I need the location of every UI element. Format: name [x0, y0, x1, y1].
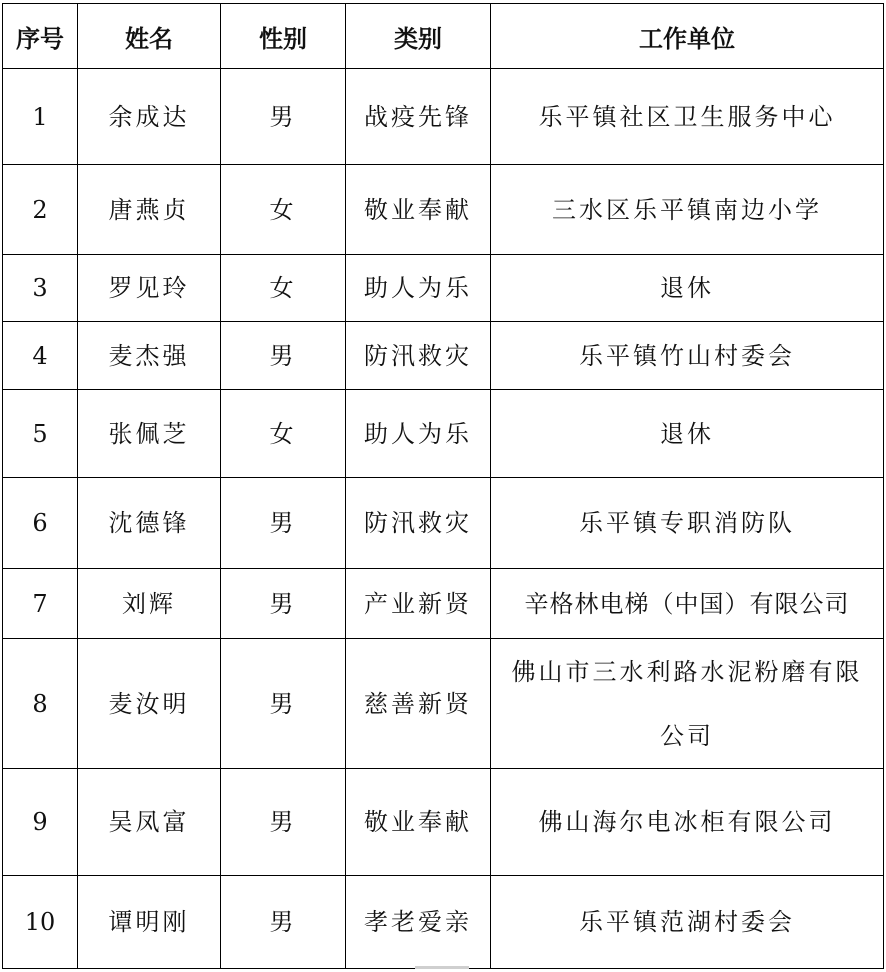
cell-gender: 男 — [221, 69, 346, 165]
cell-gender: 男 — [221, 569, 346, 639]
cell-gender: 男 — [221, 876, 346, 969]
cell-category: 助人为乐 — [346, 390, 491, 478]
table-header-row — [3, 4, 884, 69]
cell-index: 1 — [3, 69, 78, 165]
cell-name: 麦杰强 — [78, 322, 221, 390]
cell-work-unit: 佛山市三水利路水泥粉磨有限公司 — [491, 639, 884, 769]
table-row — [3, 639, 884, 769]
cell-index: 3 — [3, 255, 78, 322]
cell-index: 5 — [3, 390, 78, 478]
cell-index: 2 — [3, 165, 78, 255]
cell-category: 敬业奉献 — [346, 165, 491, 255]
cell-gender: 女 — [221, 255, 346, 322]
cell-work-unit: 退休 — [491, 255, 884, 322]
header-category: 类别 — [346, 4, 491, 69]
cell-category: 敬业奉献 — [346, 769, 491, 876]
cell-category: 战疫先锋 — [346, 69, 491, 165]
cell-gender: 女 — [221, 390, 346, 478]
cell-gender: 男 — [221, 769, 346, 876]
cell-gender: 男 — [221, 322, 346, 390]
cell-name: 吴凤富 — [78, 769, 221, 876]
cell-index: 4 — [3, 322, 78, 390]
cell-gender: 男 — [221, 478, 346, 569]
cell-category: 助人为乐 — [346, 255, 491, 322]
cell-category: 孝老爱亲 — [346, 876, 491, 969]
cell-gender: 男 — [221, 639, 346, 769]
header-name: 姓名 — [78, 4, 221, 69]
cell-work-unit: 乐平镇社区卫生服务中心 — [491, 69, 884, 165]
cell-index: 7 — [3, 569, 78, 639]
cell-work-unit: 乐平镇专职消防队 — [491, 478, 884, 569]
honor-list-table — [2, 3, 884, 969]
header-gender: 性别 — [221, 4, 346, 69]
cell-name: 罗见玲 — [78, 255, 221, 322]
header-work-unit: 工作单位 — [491, 4, 884, 69]
header-index: 序号 — [3, 4, 78, 69]
cell-name: 张佩芝 — [78, 390, 221, 478]
cell-work-unit: 辛格林电梯（中国）有限公司 — [491, 569, 884, 639]
cell-category: 产业新贤 — [346, 569, 491, 639]
table-row — [3, 165, 884, 255]
cell-category: 慈善新贤 — [346, 639, 491, 769]
cell-name: 唐燕贞 — [78, 165, 221, 255]
table-row — [3, 322, 884, 390]
cell-index: 6 — [3, 478, 78, 569]
cell-work-unit: 乐平镇竹山村委会 — [491, 322, 884, 390]
table-row — [3, 478, 884, 569]
cell-name: 沈德锋 — [78, 478, 221, 569]
cell-work-unit: 乐平镇范湖村委会 — [491, 876, 884, 969]
cell-index: 8 — [3, 639, 78, 769]
table-row — [3, 69, 884, 165]
cell-name: 刘辉 — [78, 569, 221, 639]
cell-work-unit: 三水区乐平镇南边小学 — [491, 165, 884, 255]
cell-index: 9 — [3, 769, 78, 876]
table-row — [3, 876, 884, 969]
cell-name: 麦汝明 — [78, 639, 221, 769]
cell-name: 谭明刚 — [78, 876, 221, 969]
page-edge-mark — [415, 966, 469, 969]
cell-index: 10 — [3, 876, 78, 969]
table-row — [3, 569, 884, 639]
table-row — [3, 255, 884, 322]
cell-category: 防汛救灾 — [346, 478, 491, 569]
table-row — [3, 390, 884, 478]
cell-gender: 女 — [221, 165, 346, 255]
table-row — [3, 769, 884, 876]
cell-name: 余成达 — [78, 69, 221, 165]
cell-category: 防汛救灾 — [346, 322, 491, 390]
cell-work-unit: 退休 — [491, 390, 884, 478]
cell-work-unit: 佛山海尔电冰柜有限公司 — [491, 769, 884, 876]
